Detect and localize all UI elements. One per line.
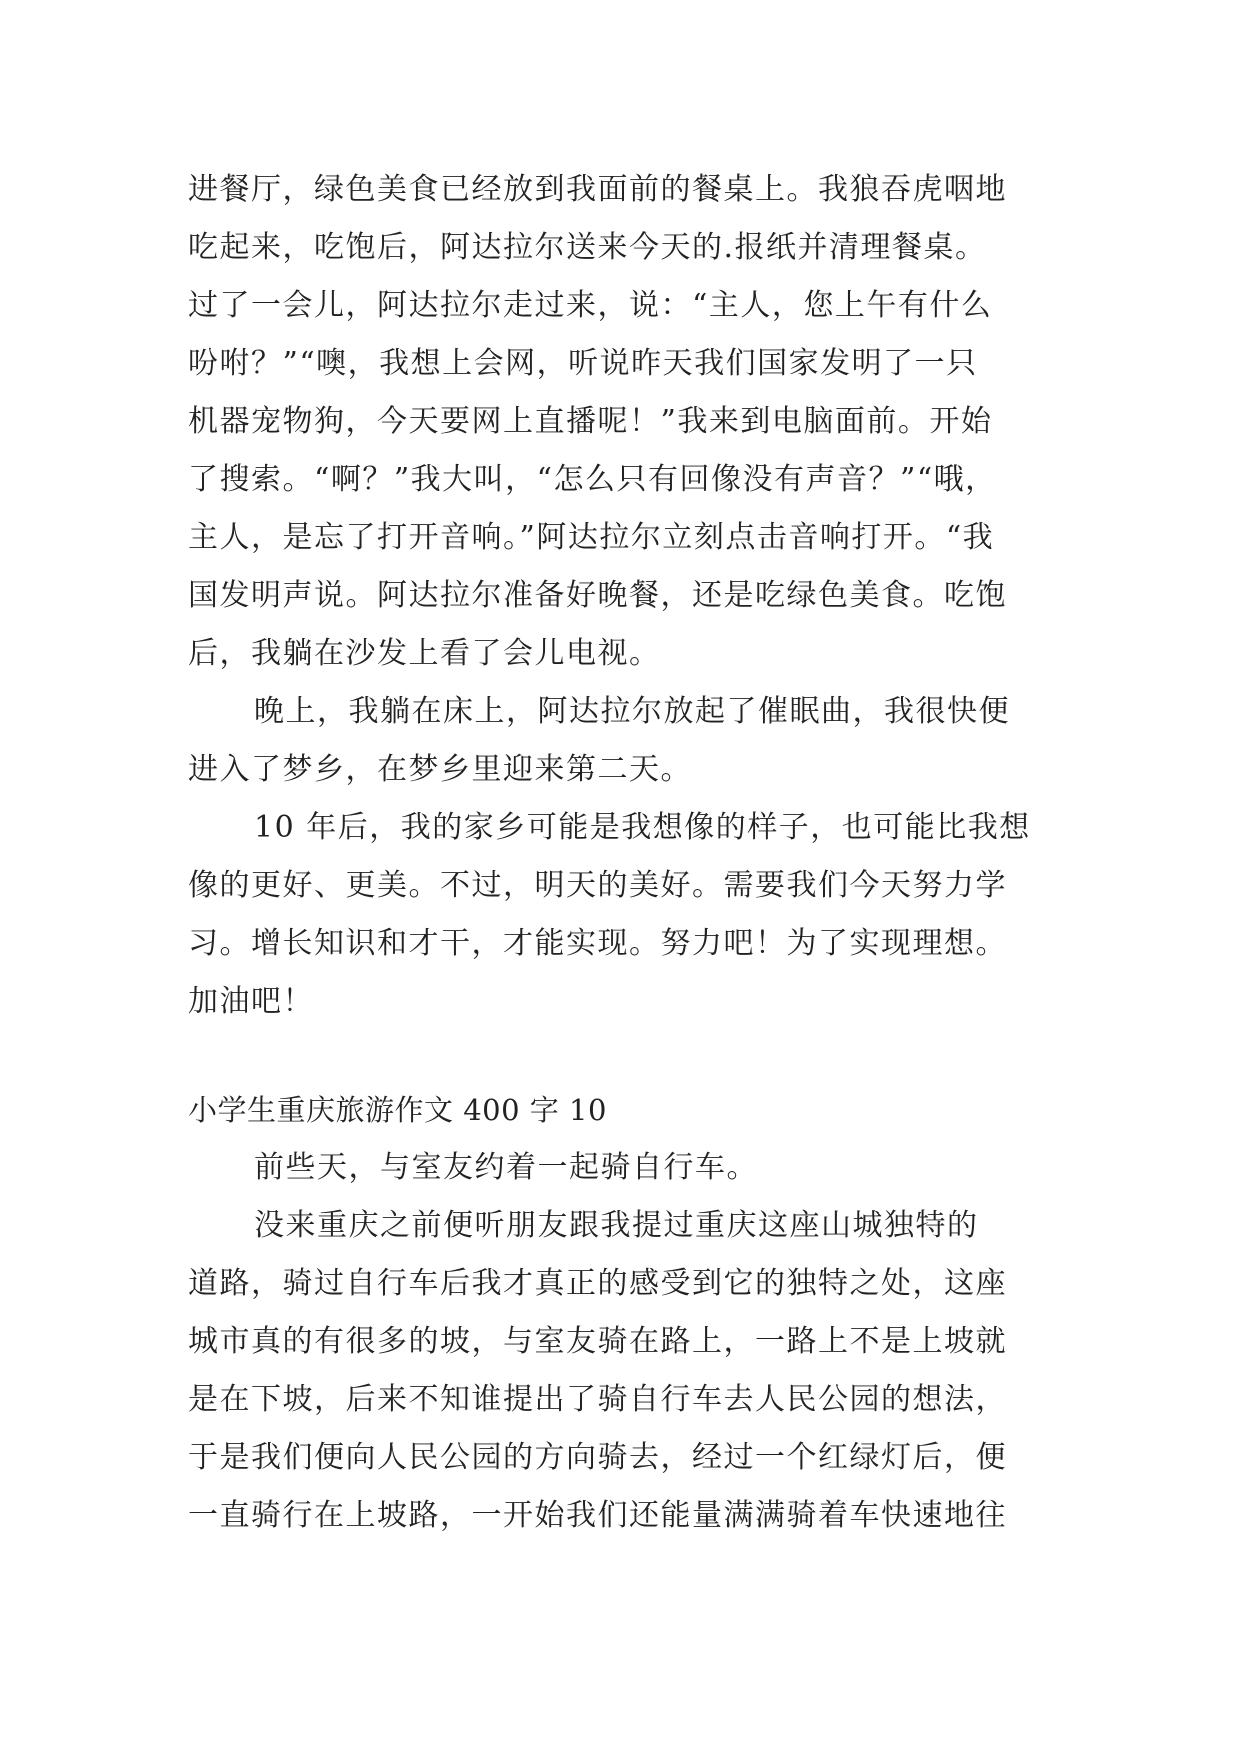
text-line: 城市真的有很多的坡，与室友骑在路上，一路上不是上坡就 [188,1324,1007,1359]
text-line: 于是我们便向人民公园的方向骑去，经过一个红绿灯后，便 [188,1440,1007,1475]
text-line: 吩咐？”“噢，我想上会网，听说昨天我们国家发明了一只 [188,346,978,381]
paragraph-first-line: 没来重庆之前便听朋友跟我提过重庆这座山城独特的 [254,1208,979,1243]
text-line: 是在下坡，后来不知谁提出了骑自行车去人民公园的想法， [188,1382,1007,1417]
text-line: 吃起来，吃饱后，阿达拉尔送来今天的.报纸并清理餐桌。 [188,230,987,265]
text-line: 一直骑行在上坡路，一开始我们还能量满满骑着车快速地往 [188,1498,1007,1533]
text-line: 进餐厅，绿色美食已经放到我面前的餐桌上。我狼吞虎咽地 [188,172,1007,207]
text-line: 了搜索。“啊？”我大叫，“怎么只有回像没有声音？”“哦， [188,462,997,497]
text-line: 像的更好、更美。不过，明天的美好。需要我们今天努力学 [188,868,1007,903]
text-line: 道路，骑过自行车后我才真正的感受到它的独特之处，这座 [188,1266,1007,1301]
paragraph-first-line: 前些天，与室友约着一起骑自行车。 [254,1150,758,1185]
text-line: 习。增长知识和才干，才能实现。努力吧！为了实现理想。 [188,926,1007,961]
text-line: 国发明声说。阿达拉尔准备好晚餐，还是吃绿色美食。吃饱 [188,578,1007,613]
article-title: 小学生重庆旅游作文 400 字 10 [188,1093,607,1127]
paragraph-first-line: 10 年后，我的家乡可能是我想像的样子，也可能比我想 [254,810,1031,845]
text-line: 加油吧！ [188,984,314,1019]
paragraph-first-line: 晚上，我躺在床上，阿达拉尔放起了催眠曲，我很快便 [254,694,1010,729]
text-line: 过了一会儿，阿达拉尔走过来，说：“主人，您上午有什么 [188,288,993,323]
text-line: 进入了梦乡，在梦乡里迎来第二天。 [188,752,692,787]
text-line: 机器宠物狗，今天要网上直播呢！”我来到电脑面前。开始 [188,404,993,439]
text-line: 后，我躺在沙发上看了会儿电视。 [188,636,661,671]
text-line: 主人，是忘了打开音响。”阿达拉尔立刻点击音响打开。“我 [188,520,995,555]
